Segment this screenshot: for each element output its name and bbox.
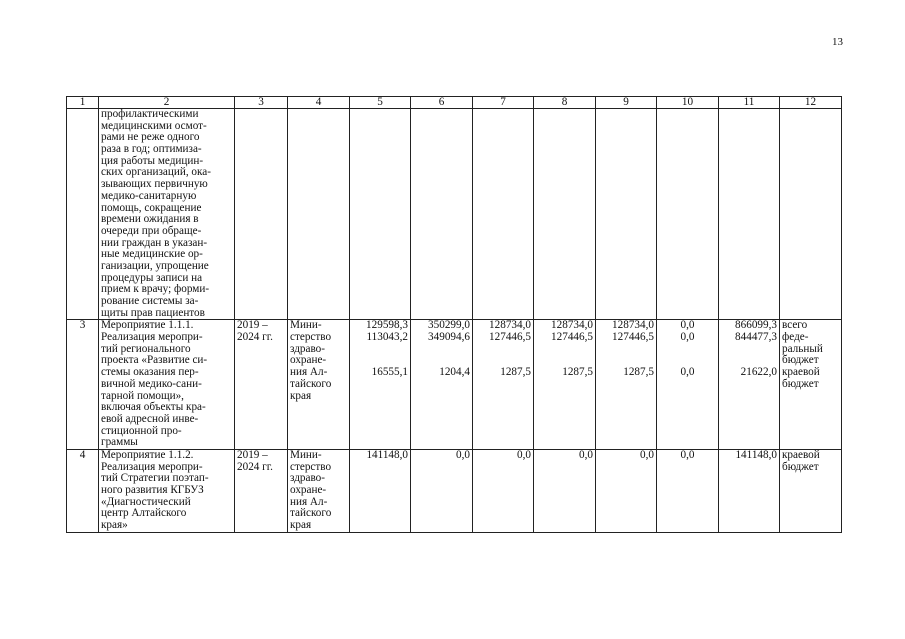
table-row-4 xyxy=(67,449,842,532)
period-line: 2024 гг. xyxy=(237,460,273,473)
description-line: центр Алтайского xyxy=(101,507,187,520)
description-line: рами не реже одного xyxy=(101,131,200,144)
value-cell-col11: 141148,0 xyxy=(719,449,780,532)
value-regional: 21622,0 xyxy=(740,366,777,379)
executor-line: ния Ал- xyxy=(290,495,328,508)
executor-line: края xyxy=(290,519,312,532)
description-line: ного развития КГБУЗ xyxy=(101,484,204,496)
description-line: стиционной про- xyxy=(101,424,182,437)
period-cell xyxy=(235,449,288,532)
executor-line: тайского xyxy=(290,507,332,520)
period-cell xyxy=(235,320,288,450)
executor-cell xyxy=(288,449,350,532)
executor-line: Мини- xyxy=(290,319,322,332)
header-cell: 3 xyxy=(235,97,288,109)
description-cell xyxy=(99,449,235,532)
source-federal: феде- xyxy=(782,331,809,344)
source-regional: бюджет xyxy=(782,377,819,390)
description-line: прием к врачу; форми- xyxy=(101,283,210,296)
description-line: ских организаций, ока- xyxy=(101,166,211,179)
header-cell: 1 xyxy=(67,97,99,109)
value-regional: 1204,4 xyxy=(439,366,470,379)
value-total: 0,0 xyxy=(680,319,695,332)
description-line: рование системы за- xyxy=(101,295,199,307)
period-cell xyxy=(235,109,288,320)
program-table xyxy=(66,96,842,533)
description-line: вичной медико-сани- xyxy=(101,377,202,390)
description-line: профилактическими xyxy=(101,108,199,120)
executor-line: здраво- xyxy=(290,342,325,355)
header-cell: 9 xyxy=(596,97,657,109)
value-cell xyxy=(350,109,411,320)
header-cell: 7 xyxy=(473,97,534,109)
executor-line: стерство xyxy=(290,331,332,344)
page-number: 13 xyxy=(832,36,843,48)
description-line: Реализация меропри- xyxy=(101,460,203,473)
row-number-cell: 4 xyxy=(67,449,99,532)
description-line: процедуры записи на xyxy=(101,271,203,284)
value-total: 350299,0 xyxy=(428,319,470,332)
source-federal: ральный xyxy=(782,342,823,355)
header-cell: 12 xyxy=(780,97,842,109)
period-line: 2019 – xyxy=(237,449,268,461)
executor-line: здраво- xyxy=(290,472,325,485)
row-number-cell: 3 xyxy=(67,320,99,450)
description-cell xyxy=(99,320,235,450)
value-cell-col7 xyxy=(473,320,534,450)
description-line: медико-санитарную xyxy=(101,189,197,202)
value-cell-col6: 0,0 xyxy=(411,449,473,532)
value-cell-col5 xyxy=(350,320,411,450)
description-line: ные медицинские ор- xyxy=(101,248,203,261)
value-cell-col8: 0,0 xyxy=(534,449,596,532)
description-line: Мероприятие 1.1.1. xyxy=(101,319,194,332)
description-line: евой адресной инве- xyxy=(101,412,199,425)
value-cell xyxy=(534,109,596,320)
description-line: тий регионального xyxy=(101,342,191,355)
value-cell xyxy=(473,109,534,320)
description-line: тарной помощи», xyxy=(101,389,184,402)
description-line: проекта «Развитие си- xyxy=(101,354,208,367)
executor-line: ния Ал- xyxy=(290,366,328,379)
value-cell xyxy=(411,109,473,320)
value-federal: 127446,5 xyxy=(551,331,593,344)
header-cell: 2 xyxy=(99,97,235,109)
value-regional: 1287,5 xyxy=(562,366,593,379)
header-cell: 11 xyxy=(719,97,780,109)
header-cell: 4 xyxy=(288,97,350,109)
value-total: 128734,0 xyxy=(489,319,531,332)
value-cell xyxy=(719,109,780,320)
description-line: стемы оказания пер- xyxy=(101,366,199,379)
description-cell xyxy=(99,109,235,320)
description-line: медицинскими осмот- xyxy=(101,119,207,132)
value-federal: 127446,5 xyxy=(489,331,531,344)
value-federal: 844477,3 xyxy=(735,331,777,344)
value-cell-col11 xyxy=(719,320,780,450)
value-regional: 1287,5 xyxy=(500,366,531,379)
source-regional: краевой xyxy=(782,366,820,379)
header-cell: 6 xyxy=(411,97,473,109)
value-total: 128734,0 xyxy=(551,319,593,332)
value-total: 866099,3 xyxy=(735,319,777,332)
executor-line: края xyxy=(290,389,312,402)
executor-line: стерство xyxy=(290,460,332,473)
description-line: нии граждан в указан- xyxy=(101,236,208,249)
table-row-continuation xyxy=(67,109,842,320)
period-line: 2019 – xyxy=(237,319,268,332)
value-cell-col9: 0,0 xyxy=(596,449,657,532)
header-cell: 5 xyxy=(350,97,411,109)
executor-cell xyxy=(288,320,350,450)
description-line: ганизации, упрощение xyxy=(101,259,209,272)
period-line: 2024 гг. xyxy=(237,331,273,344)
executor-line: тайского xyxy=(290,377,332,390)
description-line: Реализация меропри- xyxy=(101,331,203,344)
description-line: края» xyxy=(101,519,128,532)
executor-line: охране- xyxy=(290,354,327,367)
source-cell xyxy=(780,449,842,532)
value-cell-col10 xyxy=(657,320,719,450)
executor-line: охране- xyxy=(290,484,327,496)
value-cell-col9 xyxy=(596,320,657,450)
row-number-cell xyxy=(67,109,99,320)
value-cell xyxy=(657,109,719,320)
description-line: граммы xyxy=(101,436,138,449)
value-total: 128734,0 xyxy=(612,319,654,332)
executor-cell xyxy=(288,109,350,320)
value-federal: 349094,6 xyxy=(428,331,470,344)
description-line: очереди при обраще- xyxy=(101,224,202,237)
executor-line: Мини- xyxy=(290,449,322,461)
description-line: ция работы медицин- xyxy=(101,154,204,167)
value-federal: 113043,2 xyxy=(366,331,408,344)
source-cell xyxy=(780,320,842,450)
source-regional: бюджет xyxy=(782,460,819,473)
table-row-3 xyxy=(67,320,842,450)
header-row xyxy=(67,97,842,109)
description-line: Мероприятие 1.1.2. xyxy=(101,449,194,461)
value-federal: 0,0 xyxy=(680,331,695,344)
value-cell-col8 xyxy=(534,320,596,450)
description-line: включая объекты кра- xyxy=(101,401,206,414)
description-line: раза в год; оптимиза- xyxy=(101,143,202,156)
description-line: тий Стратегии поэтап- xyxy=(101,472,209,485)
header-cell: 10 xyxy=(657,97,719,109)
value-cell-col10: 0,0 xyxy=(657,449,719,532)
header-cell: 8 xyxy=(534,97,596,109)
value-cell-col7: 0,0 xyxy=(473,449,534,532)
value-federal: 127446,5 xyxy=(612,331,654,344)
value-cell-col6 xyxy=(411,320,473,450)
source-federal: бюджет xyxy=(782,354,819,367)
source-cell xyxy=(780,109,842,320)
source-total: всего xyxy=(782,319,808,332)
description-line: «Диагностический xyxy=(101,495,191,508)
value-regional: 1287,5 xyxy=(623,366,654,379)
description-line: времени ожидания в xyxy=(101,213,199,226)
value-regional: 16555,1 xyxy=(371,366,408,379)
description-line: щиты прав пациентов xyxy=(101,306,205,319)
value-total: 129598,3 xyxy=(366,319,408,332)
value-cell xyxy=(596,109,657,320)
value-regional: 0,0 xyxy=(680,366,695,379)
description-line: помощь, сокращение xyxy=(101,201,202,214)
value-cell-col5: 141148,0 xyxy=(350,449,411,532)
description-line: зывающих первичную xyxy=(101,178,208,191)
source-regional: краевой xyxy=(782,449,820,461)
